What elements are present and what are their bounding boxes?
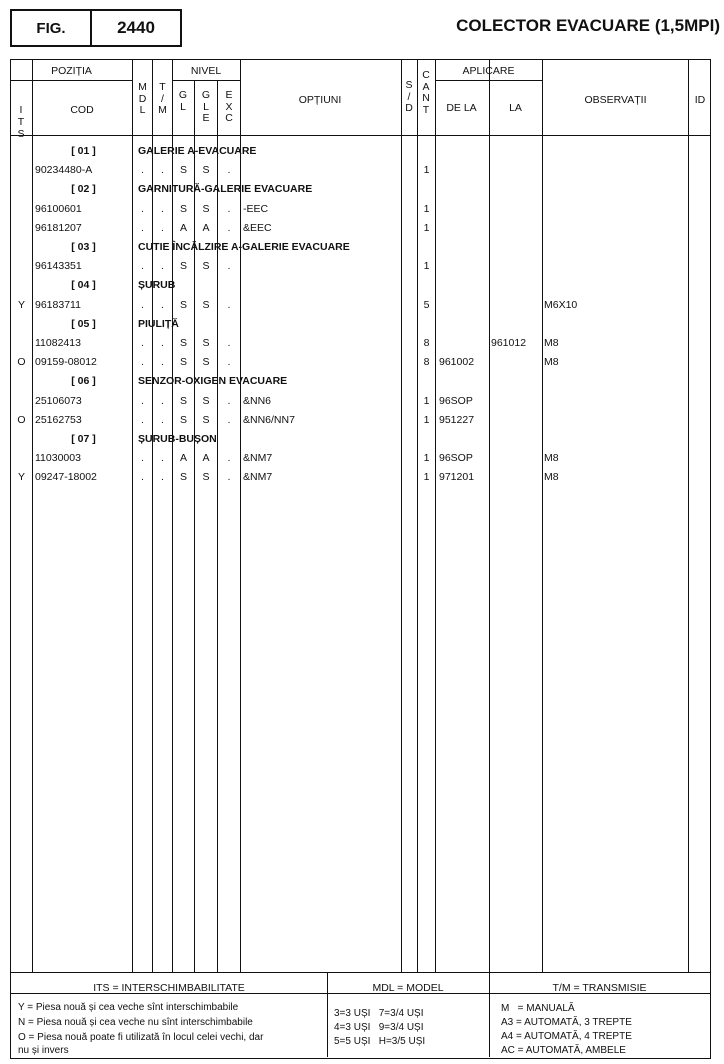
footer-its-line: N = Piesa nouă și cea veche nu sînt interschimbabile — [18, 1017, 253, 1028]
cell-obs: M8 — [544, 471, 559, 484]
cell-gl: S — [179, 298, 187, 311]
cell-tm: . — [161, 413, 164, 426]
header-gl: G L — [178, 89, 188, 113]
cell-gl: S — [179, 413, 187, 426]
section-title: CUTIE ÎNCĂLZIRE A-GALERIE EVACUARE — [138, 241, 350, 253]
cell-cod: 25106073 — [35, 394, 82, 407]
cell-obs: M8 — [544, 356, 559, 369]
section-title: GARNITURĂ-GALERIE EVACUARE — [138, 183, 313, 196]
header-gle: G L E — [201, 89, 211, 124]
cell-de-la: 961002 — [439, 356, 475, 369]
cell-cod: 96143351 — [35, 260, 82, 273]
cell-gle: A — [202, 221, 210, 234]
cell-gle: S — [202, 394, 210, 407]
cell-cod: 96183711 — [35, 298, 81, 311]
cell-mdl: . — [141, 337, 144, 349]
header-id: ID — [694, 94, 706, 106]
cell-gle: S — [202, 202, 210, 215]
cell-la: 961012 — [491, 337, 527, 349]
figure-box — [10, 9, 182, 47]
cell-de-la: 971201 — [439, 471, 475, 484]
cell-tm: . — [161, 260, 164, 273]
cell-opt: &NM7 — [243, 452, 273, 465]
footer-tm-line: A3 = AUTOMATĂ, 3 TREPTE — [501, 1017, 632, 1028]
cell-cod: 11082413 — [35, 337, 81, 349]
cell-gl: S — [179, 260, 187, 273]
cell-exc: . — [227, 337, 231, 349]
cell-opt: &NN6/NN7 — [243, 413, 295, 426]
cell-tm: . — [161, 452, 164, 465]
cell-cant: 5 — [423, 298, 430, 311]
section-number: [ 05 ] — [71, 317, 96, 330]
header-sd: S / D — [405, 79, 413, 114]
cell-cant: 1 — [423, 394, 430, 407]
cell-cant: 8 — [423, 337, 430, 349]
cell-mdl: . — [141, 221, 144, 234]
cell-tm: . — [161, 337, 164, 349]
header-tm: T / M — [158, 81, 167, 116]
cell-gle: A — [202, 452, 210, 465]
cell-gle: S — [202, 164, 210, 177]
cell-tm: . — [161, 471, 164, 484]
header-cod: COD — [70, 104, 94, 116]
cell-obs: M6X10 — [544, 298, 578, 311]
footer-its-line: O = Piesa nouă poate fi utilizată în locul celei vechi, dar — [18, 1032, 264, 1043]
cell-cant: 1 — [423, 471, 430, 484]
header-exc: E X C — [225, 89, 233, 124]
footer-mdl-line: 3=3 UȘI 7=3/4 UȘI — [334, 1008, 424, 1019]
cell-cod: 96181207 — [35, 221, 82, 234]
footer-its-line: Y = Piesa nouă și cea veche sînt interschimbabile — [18, 1002, 239, 1013]
footer-tm-title: T/M = TRANSMISIE — [552, 982, 647, 994]
cell-exc: . — [227, 413, 231, 426]
header-de-la: DE LA — [446, 102, 477, 114]
cell-exc: . — [227, 394, 231, 407]
cell-mdl: . — [141, 298, 144, 311]
cell-tm: . — [161, 298, 164, 311]
cell-cod: 11030003 — [35, 452, 81, 465]
section-title: ȘURUB-BUȘON — [138, 433, 217, 445]
cell-mdl: . — [141, 452, 144, 465]
cell-cant: 1 — [423, 260, 430, 273]
cell-gl: S — [179, 337, 187, 349]
cell-opt: -EEC — [243, 202, 269, 215]
cell-cod: 90234480-A — [35, 164, 93, 177]
header-cant: C A N T — [422, 69, 430, 116]
section-number: [ 06 ] — [71, 375, 96, 388]
cell-cant: 1 — [423, 452, 430, 465]
cell-gle: S — [202, 413, 210, 426]
cell-cant: 1 — [423, 202, 430, 215]
cell-de-la: 96SOP — [439, 394, 473, 407]
cell-de-la: 96SOP — [439, 452, 473, 465]
cell-gle: S — [202, 471, 210, 484]
cell-exc: . — [227, 221, 231, 234]
section-number: [ 01 ] — [71, 145, 96, 157]
footer-mdl-line: 5=5 UȘI H=3/5 UȘI — [334, 1036, 426, 1047]
cell-tm: . — [161, 221, 164, 234]
cell-gl: A — [179, 221, 187, 234]
header-observatii: OBSERVAȚII — [584, 94, 647, 106]
cell-obs: M8 — [544, 337, 559, 349]
footer-mdl-line: 4=3 UȘI 9=3/4 UȘI — [334, 1022, 424, 1033]
figure-label: FIG. — [12, 11, 92, 45]
cell-mdl: . — [141, 356, 144, 369]
cell-opt: &NN6 — [243, 394, 272, 407]
figure-number: 2440 — [117, 18, 155, 37]
footer-its-line: nu și invers — [18, 1045, 69, 1056]
section-number: [ 03 ] — [71, 241, 96, 253]
cell-exc: . — [227, 471, 231, 484]
footer-tm-line: AC = AUTOMATĂ, AMBELE — [501, 1045, 626, 1056]
page-title: COLECTOR EVACUARE (1,5MPI) — [456, 16, 720, 35]
cell-mdl: . — [141, 164, 144, 177]
header-mdl: M D L — [138, 81, 147, 116]
cell-cant: 1 — [423, 164, 430, 177]
header-la: LA — [509, 102, 522, 114]
cell-exc: . — [227, 298, 231, 311]
cell-exc: . — [227, 260, 231, 273]
cell-gl: S — [179, 164, 187, 177]
cell-cod: 25162753 — [35, 413, 82, 426]
cell-cod: 96100601 — [35, 202, 82, 215]
cell-obs: M8 — [544, 452, 559, 465]
cell-de-la: 951227 — [439, 413, 475, 426]
cell-mdl: . — [141, 202, 144, 215]
footer-mdl-title: MDL = MODEL — [372, 982, 444, 994]
cell-tm: . — [161, 394, 164, 407]
cell-exc: . — [227, 164, 231, 177]
footer-its-title: ITS = INTERSCHIMBABILITATE — [93, 982, 245, 994]
cell-gle: S — [202, 298, 210, 311]
cell-exc: . — [227, 452, 231, 465]
cell-its: O — [17, 356, 26, 369]
cell-tm: . — [161, 356, 164, 369]
header-nivel: NIVEL — [190, 65, 222, 77]
cell-opt: &EEC — [243, 221, 272, 234]
cell-cant: 8 — [423, 356, 430, 369]
cell-its: Y — [17, 471, 25, 484]
section-number: [ 04 ] — [71, 279, 96, 292]
cell-cant: 1 — [423, 221, 430, 234]
cell-its: O — [17, 413, 26, 426]
header-pozitia: POZIȚIA — [51, 65, 92, 77]
cell-exc: . — [227, 202, 231, 215]
cell-cod: 09159-08012 — [35, 356, 97, 369]
parts-table — [10, 59, 711, 1059]
section-title: PIULIȚĂ — [138, 317, 179, 330]
cell-gle: S — [202, 337, 210, 349]
cell-gle: S — [202, 356, 210, 369]
footer-tm-line: A4 = AUTOMATĂ, 4 TREPTE — [501, 1031, 632, 1042]
cell-cant: 1 — [423, 413, 430, 426]
cell-exc: . — [227, 356, 231, 369]
section-number: [ 07 ] — [71, 433, 96, 445]
cell-gl: S — [179, 202, 187, 215]
footer-tm-line: M = MANUALĂ — [501, 1003, 575, 1014]
cell-cod: 09247-18002 — [35, 471, 97, 484]
cell-tm: . — [161, 202, 164, 215]
cell-gle: S — [202, 260, 210, 273]
cell-tm: . — [161, 164, 164, 177]
cell-opt: &NM7 — [243, 471, 273, 484]
cell-mdl: . — [141, 413, 144, 426]
header-aplicare: APLICARE — [462, 65, 515, 77]
cell-mdl: . — [141, 260, 144, 273]
cell-gl: S — [179, 394, 187, 407]
header-optiuni: OPȚIUNI — [298, 94, 342, 106]
section-number: [ 02 ] — [71, 183, 96, 196]
section-title: SENZOR-OXIGEN EVACUARE — [138, 375, 288, 388]
cell-gl: A — [179, 452, 187, 465]
header-its: I T S — [17, 104, 25, 140]
cell-mdl: . — [141, 471, 144, 484]
cell-mdl: . — [141, 394, 144, 407]
cell-its: Y — [17, 298, 25, 311]
cell-gl: S — [179, 471, 187, 484]
section-title: ȘURUB — [138, 279, 176, 292]
section-title: GALERIE A-EVACUARE — [138, 145, 257, 157]
cell-gl: S — [179, 356, 187, 369]
